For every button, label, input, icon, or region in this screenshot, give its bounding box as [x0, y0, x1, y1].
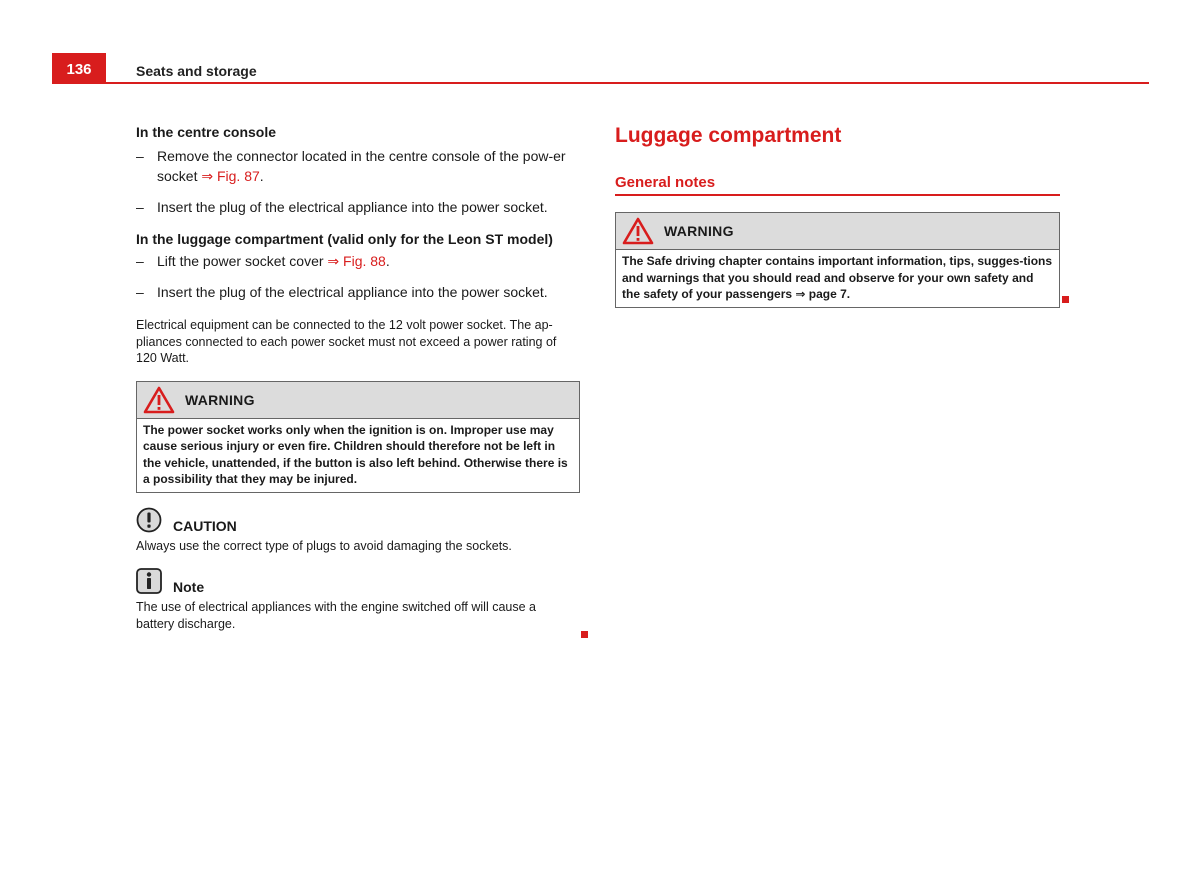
- section-title: Seats and storage: [136, 63, 257, 79]
- note-header: [136, 568, 580, 594]
- caution-header: [136, 507, 580, 533]
- right-column: [615, 124, 1060, 308]
- caution-text: Always use the correct type of plugs to avoid damaging the sockets.: [136, 538, 512, 553]
- figure-link[interactable]: ⇒ Fig. 88: [327, 253, 386, 269]
- step-item: [136, 197, 580, 217]
- step-text: Insert the plug of the electrical appliance into the power socket.: [157, 199, 548, 215]
- warning-label: WARNING: [664, 223, 734, 239]
- warning-header: [616, 213, 1059, 250]
- dash-bullet: –: [136, 284, 144, 300]
- subsection-title: General notes: [615, 174, 716, 191]
- dash-bullet: –: [136, 148, 144, 164]
- section-end-marker: [581, 631, 588, 638]
- warning-triangle-icon: [143, 386, 175, 414]
- step-item: [136, 251, 580, 271]
- note-text: The use of electrical appliances with the engine switched off will cause a battery discharge.: [136, 600, 536, 631]
- step-item: [136, 282, 580, 302]
- warning-text: The power socket works only when the ignition is on. Improper use may cause serious injury or even fire. Children should therefore not be left in the vehicle, unattended, if the button is also left behind. Otherwise there is a possibility that they may be injured.: [143, 422, 568, 486]
- step-item: [136, 146, 580, 186]
- chapter-title: Luggage compartment: [615, 124, 842, 147]
- dash-bullet: –: [136, 199, 144, 215]
- caution-exclamation-icon: [136, 507, 162, 533]
- step-text: Lift the power socket cover ⇒ Fig. 88.: [157, 253, 390, 269]
- step-text: Remove the connector located in the centre console of the pow-er socket ⇒ Fig. 87.: [157, 148, 566, 184]
- warning-text: The Safe driving chapter contains important information, tips, sugges-tions and warnings that you should read and observe for your own safety and the safety of your passengers ⇒ page 7.: [622, 254, 1053, 301]
- warning-label: WARNING: [185, 391, 255, 408]
- note-label: Note: [173, 579, 205, 595]
- figure-link[interactable]: ⇒ Fig. 87: [201, 168, 260, 184]
- warning-triangle-icon: [622, 217, 654, 245]
- page-number: 136: [52, 53, 106, 84]
- warning-box: [615, 212, 1060, 308]
- warning-box: [136, 381, 580, 493]
- header-rule: [52, 82, 1149, 84]
- step-text: Insert the plug of the electrical appliance into the power socket.: [157, 284, 548, 300]
- centre-console-heading: In the centre console: [136, 124, 277, 140]
- power-rating-paragraph: Electrical equipment can be connected to the 12 volt power socket. The ap-pliances connected to each power socket must not exceed a power rating of 120 Watt.: [136, 318, 557, 365]
- left-column: [136, 124, 580, 632]
- luggage-heading: In the luggage compartment (valid only for the Leon ST model): [136, 231, 553, 247]
- note-info-icon: [136, 568, 162, 594]
- section-end-marker: [1062, 296, 1069, 303]
- caution-label: CAUTION: [173, 517, 237, 534]
- dash-bullet: –: [136, 253, 144, 269]
- warning-header: [137, 382, 579, 419]
- subsection-rule: [615, 194, 1060, 196]
